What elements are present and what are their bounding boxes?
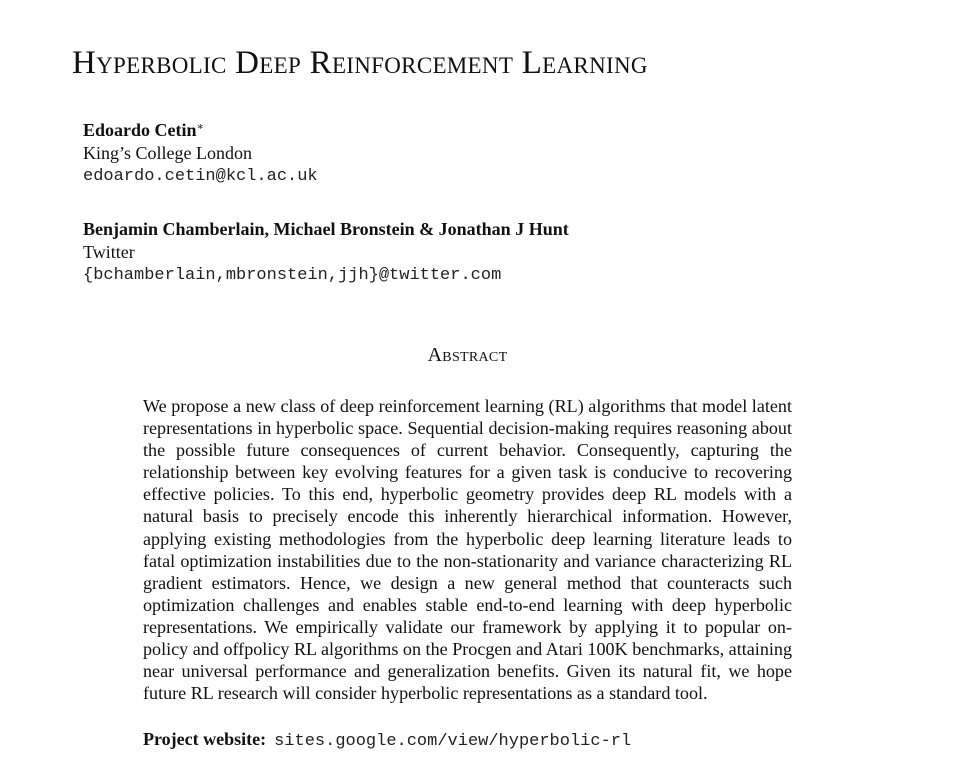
abstract-heading: Abstract [427,344,508,366]
author-block-cetin [83,118,318,189]
author-email[interactable]: {bchamberlain,mbronstein,jjh}@twitter.com [83,266,502,285]
author-block-twitter [83,217,569,288]
author-footnote-mark: ∗ [196,121,204,133]
author-name [83,217,569,241]
author-affiliation: Twitter [83,242,135,262]
project-website-line [143,727,631,754]
author-name-text: Edoardo Cetin [83,120,197,140]
abstract-body: We propose a new class of deep reinforcement learning (RL) algorithms that model latent representations in hyperbolic space. Sequential decision-making requires reasoning about the possible future consequences of current behavior. Consequently, capturing the relationship between key evolving features for a given task is conducive to recovering effective policies. To this end, hyperbolic geometry provides deep RL models with a natural basis to precisely encode this inherently hierarchical information. However, applying existing methodologies from the hyperbolic deep learning literature leads to fatal optimization instabilities due to the non-stationarity and variance characterizing RL gradient estimators. Hence, we design a new general method that counteracts such optimization challenges and enables stable end-to-end learning with deep hyperbolic representations. We empirically validate our framework by applying it to popular on-policy and offpolicy RL algorithms on the Procgen and Atari 100K benchmarks, attaining near universal performance and generalization benefits. Given its natural fit, we hope future RL research will consider hyperbolic representations as a standard tool. [143,396,792,704]
author-name-text: Benjamin Chamberlain, Michael Bronstein & Jonathan J Hunt [83,219,569,239]
project-website-link[interactable]: sites.google.com/view/hyperbolic-rl [274,732,632,751]
author-email[interactable]: edoardo.cetin@kcl.ac.uk [83,167,318,186]
paper-title: Hyperbolic Deep Reinforcement Learning [72,45,648,81]
author-name [83,118,318,142]
author-affiliation: King’s College London [83,143,252,163]
project-website-label: Project website: [143,729,267,749]
